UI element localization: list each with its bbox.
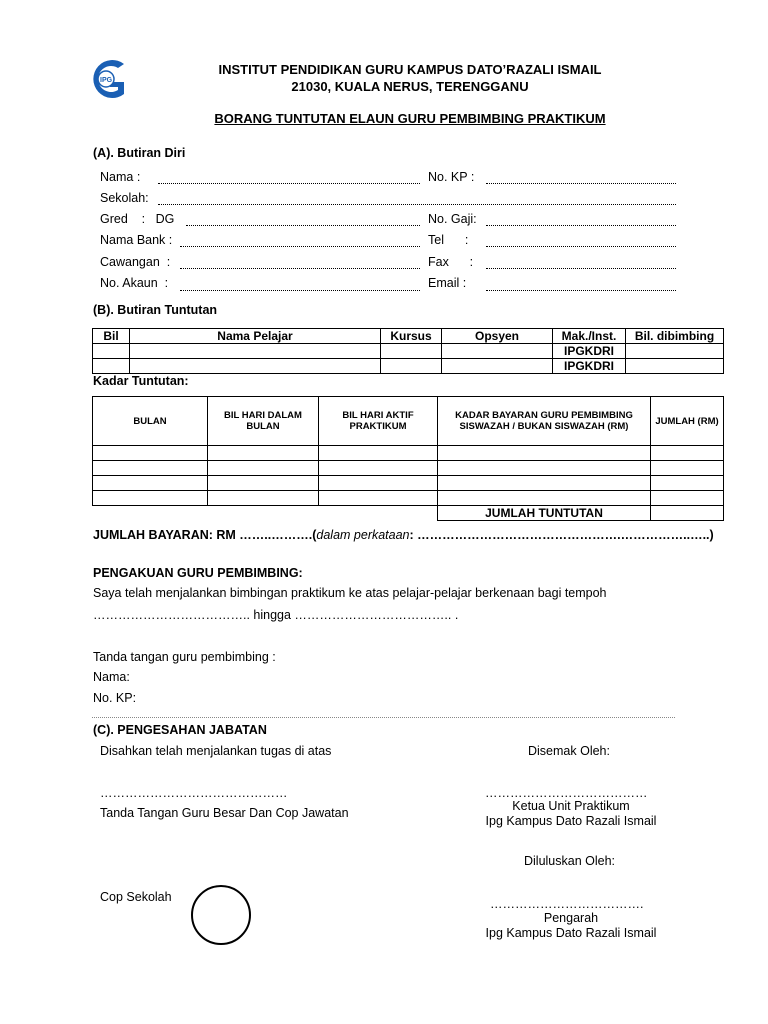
jumlah-tuntutan-label: JUMLAH TUNTUTAN (438, 506, 651, 521)
table-row (93, 476, 724, 491)
table-cell[interactable] (208, 461, 319, 476)
table-cell[interactable] (651, 491, 724, 506)
jumlah-bayaran-line (93, 528, 714, 542)
jumlah-bayaran-suffix: : ………………………………………….……………..…..) (409, 528, 714, 542)
sekolah-label: Sekolah: (100, 191, 149, 205)
dalam-perkataan-label: dalam perkataan (316, 528, 410, 542)
guru-besar-caption: Tanda Tangan Guru Besar Dan Cop Jawatan (100, 806, 349, 820)
table-cell[interactable] (626, 344, 724, 359)
tel-label: Tel : (428, 233, 469, 247)
tel-field[interactable] (486, 246, 676, 247)
form-title: BORANG TUNTUTAN ELAUN GURU PEMBIMBING PRAKTIKUM (214, 111, 606, 126)
table-cell[interactable] (442, 359, 553, 374)
table-row (93, 344, 724, 359)
pengakuan-line2: ……………………………….. hingga ……………………………….. . (93, 608, 459, 622)
nama-label: Nama : (100, 170, 141, 184)
empty-cell (93, 506, 208, 521)
table-cell[interactable] (626, 359, 724, 374)
institution-name: INSTITUT PENDIDIKAN GURU KAMPUS DATO’RAZALI ISMAIL (218, 62, 602, 77)
table-cell[interactable] (93, 344, 130, 359)
no-kp-label: No. KP : (428, 170, 475, 184)
empty-cell (319, 506, 438, 521)
col-jumlah: JUMLAH (RM) (651, 397, 724, 446)
table-cell[interactable] (651, 446, 724, 461)
ack-nama-label: Nama: (93, 670, 130, 684)
table-cell[interactable] (438, 461, 651, 476)
table-cell[interactable] (319, 446, 438, 461)
table-cell[interactable] (319, 491, 438, 506)
gred-label: Gred : DG (100, 212, 175, 226)
table-cell[interactable] (438, 446, 651, 461)
fax-label: Fax : (428, 255, 474, 269)
col-bil: Bil (93, 329, 130, 344)
guru-besar-signature-line[interactable]: ……………………………………… (100, 786, 288, 800)
jumlah-bayaran-prefix: JUMLAH BAYARAN: RM ……..……….( (93, 528, 317, 542)
ack-no-kp-label: No. KP: (93, 691, 137, 705)
email-field[interactable] (486, 290, 676, 291)
jumlah-tuntutan-field[interactable] (651, 506, 724, 521)
table-cell[interactable] (93, 359, 130, 374)
col-kursus: Kursus (381, 329, 442, 344)
table-cell[interactable] (438, 491, 651, 506)
svg-text:IPG: IPG (100, 77, 113, 84)
nama-bank-label: Nama Bank : (100, 233, 173, 247)
no-akaun-label: No. Akaun : (100, 276, 169, 290)
col-bil-hari-aktif: BIL HARI AKTIF PRAKTIKUM (319, 397, 438, 446)
stamp-circle (191, 885, 251, 945)
table-cell[interactable] (130, 344, 381, 359)
kadar-tuntutan-label: Kadar Tuntutan: (93, 374, 189, 388)
table-cell[interactable] (442, 344, 553, 359)
table-cell[interactable] (319, 476, 438, 491)
table-row (93, 491, 724, 506)
cawangan-label: Cawangan : (100, 255, 171, 269)
ketua-unit-signature-line[interactable]: ………………………………… (485, 786, 648, 800)
tanda-tangan-label: Tanda tangan guru pembimbing : (93, 650, 276, 664)
pengarah-role: Pengarah (543, 911, 599, 925)
table-cell[interactable] (93, 461, 208, 476)
table-cell[interactable] (208, 491, 319, 506)
section-b-title: (B). Butiran Tuntutan (93, 303, 218, 317)
col-opsyen: Opsyen (442, 329, 553, 344)
col-mak-inst: Mak./Inst. (553, 329, 626, 344)
students-table (92, 328, 724, 374)
table-row (93, 359, 724, 374)
section-c-title: (C). PENGESAHAN JABATAN (93, 723, 267, 737)
table-cell[interactable] (651, 461, 724, 476)
table-cell[interactable] (438, 476, 651, 491)
nama-field[interactable] (158, 183, 420, 184)
gred-field[interactable] (186, 225, 420, 226)
col-bil-dibimbing: Bil. dibimbing (626, 329, 724, 344)
ipg-logo-icon (84, 58, 130, 100)
section-a-title: (A). Butiran Diri (93, 146, 186, 160)
table-cell[interactable] (208, 446, 319, 461)
cop-sekolah-label: Cop Sekolah (100, 890, 172, 904)
nama-bank-field[interactable] (180, 246, 420, 247)
empty-cell (208, 506, 319, 521)
table-cell[interactable] (93, 446, 208, 461)
pengarah-signature-line[interactable]: ………………………………. (490, 897, 644, 911)
divider (92, 717, 675, 718)
table-cell: IPGKDRI (553, 344, 626, 359)
table-cell[interactable] (381, 359, 442, 374)
disahkan-text: Disahkan telah menjalankan tugas di atas (100, 744, 332, 758)
pengakuan-title: PENGAKUAN GURU PEMBIMBING: (93, 566, 303, 580)
table-row (93, 461, 724, 476)
no-gaji-label: No. Gaji: (428, 212, 477, 226)
email-label: Email : (428, 276, 467, 290)
pengarah-org: Ipg Kampus Dato Razali Ismail (485, 926, 657, 940)
table-cell: IPGKDRI (553, 359, 626, 374)
no-akaun-field[interactable] (180, 290, 420, 291)
table-cell[interactable] (319, 461, 438, 476)
table-cell[interactable] (208, 476, 319, 491)
table-cell[interactable] (93, 476, 208, 491)
col-nama-pelajar: Nama Pelajar (130, 329, 381, 344)
cawangan-field[interactable] (180, 268, 420, 269)
ketua-unit-org: Ipg Kampus Dato Razali Ismail (485, 814, 657, 828)
institution-address: 21030, KUALA NERUS, TERENGGANU (291, 79, 529, 94)
rate-table (92, 396, 724, 521)
col-kadar-bayaran: KADAR BAYARAN GURU PEMBIMBING SISWAZAH / BUKAN SISWAZAH (RM) (438, 397, 651, 446)
no-gaji-field[interactable] (486, 225, 676, 226)
table-cell[interactable] (130, 359, 381, 374)
sekolah-field[interactable] (158, 204, 676, 205)
diluluskan-oleh-label: Diluluskan Oleh: (524, 854, 616, 868)
col-bulan: BULAN (93, 397, 208, 446)
table-cell[interactable] (93, 491, 208, 506)
table-cell[interactable] (381, 344, 442, 359)
col-bil-hari-dalam-bulan: BIL HARI DALAM BULAN (208, 397, 319, 446)
table-cell[interactable] (651, 476, 724, 491)
fax-field[interactable] (486, 268, 676, 269)
disemak-oleh-label: Disemak Oleh: (528, 744, 610, 758)
no-kp-field[interactable] (486, 183, 676, 184)
total-row (93, 506, 724, 521)
ketua-unit-role: Ketua Unit Praktikum (512, 799, 630, 813)
table-row (93, 446, 724, 461)
pengakuan-line1: Saya telah menjalankan bimbingan praktikum ke atas pelajar-pelajar berkenaan bagi tempoh (93, 586, 607, 600)
